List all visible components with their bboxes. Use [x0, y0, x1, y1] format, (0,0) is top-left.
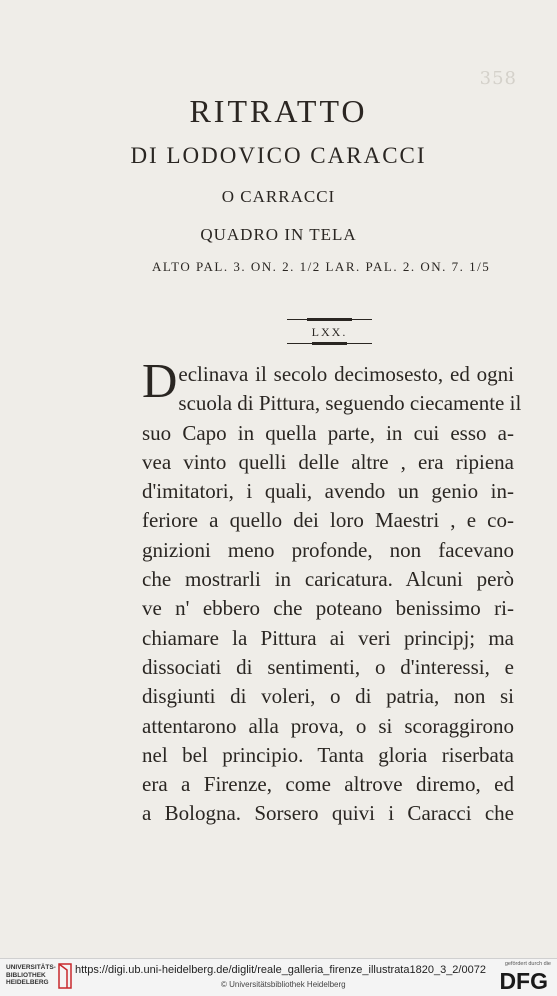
funded-by-text: gefördert durch die [504, 961, 551, 967]
dimensions-caption: ALTO PAL. 3. ON. 2. 1/2 LAR. PAL. 2. ON. 7. 1/5 [152, 259, 491, 274]
library-logo-text: UNIVERSITÄTS- BIBLIOTHEK HEIDELBERG [6, 964, 56, 986]
body-line: feriore a quello dei loro Maestri , e co- [142, 508, 514, 533]
viewer-footer [0, 958, 557, 996]
dfg-logo: DFG [499, 968, 548, 994]
body-line: era a Firenze, come altrove diremo, ed [142, 772, 514, 797]
plate-number: LXX. [311, 325, 348, 339]
drop-cap: D [142, 353, 178, 408]
body-line: nel bel principio. Tanta gloria riserbata [142, 742, 514, 767]
body-line: gnizioni meno profonde, non facevano [142, 537, 514, 562]
ornament-rule-top [287, 318, 372, 321]
body-line: ve n' ebbero che poteano benissimo ri- [142, 596, 514, 621]
body-line: vea vinto quelli delle altre , era ripiena [142, 449, 514, 474]
medium-caption: QUADRO IN TELA [200, 225, 357, 244]
body-line: dissociati di sentimenti, o d'interessi, e [142, 654, 514, 679]
body-line: scuola di Pittura, seguendo ciecamente il [178, 391, 522, 416]
body-line: chiamare la Pittura ai veri principj; ma [142, 625, 514, 650]
body-line: a Bologna. Sorsero quivi i Caracci che [142, 801, 514, 826]
page-title: RITRATTO [189, 93, 368, 129]
page-subtitle: DI LODOVICO CARACCI [130, 143, 427, 168]
body-line: disgiunti di voleri, o di patria, non si [142, 684, 514, 709]
body-text [142, 353, 522, 829]
alternate-name: O CARRACCI [221, 187, 336, 206]
body-line: attentarono alla prova, o si scoraggirono [142, 713, 514, 738]
permalink-url[interactable]: https://digi.ub.uni-heidelberg.de/diglit/reale_galleria_firenze_illustrata1820_3_2/0072 [75, 964, 486, 976]
body-line: d'imitatori, i quali, avendo un genio in- [142, 479, 514, 504]
body-line: che mostrarli in caricatura. Alcuni però [142, 567, 514, 592]
body-line: suo Capo in quella parte, in cui esso a- [142, 420, 514, 445]
ornament-rule-bottom [287, 342, 372, 345]
page-number: 358 [479, 68, 517, 89]
library-logo-icon [55, 962, 75, 990]
copyright-text: © Universitätsbibliothek Heidelberg [221, 980, 346, 989]
first-line-text: eclinava il secolo decimosesto, ed ogni [178, 362, 514, 386]
